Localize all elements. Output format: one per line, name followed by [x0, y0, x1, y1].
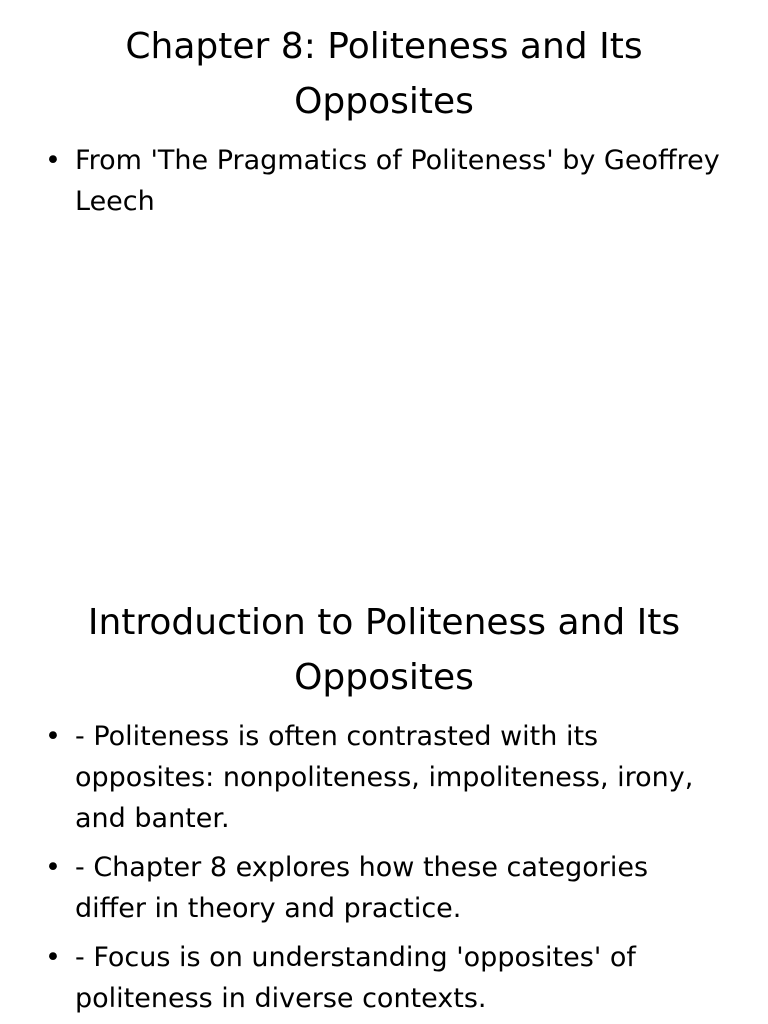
slide-title: Introduction to Politeness and Its Opposites: [87, 602, 681, 698]
bullet-item: [45, 847, 725, 929]
bullet-list: [45, 140, 725, 230]
bullet-dot-icon: •: [45, 942, 61, 973]
bullet-item: [45, 937, 725, 1019]
bullet-text: - Politeness is often contrasted with its opposites: nonpoliteness, impoliteness, irony, and banter.: [75, 721, 694, 834]
bullet-list: [45, 716, 725, 1024]
slide-2: [0, 576, 768, 1024]
bullet-dot-icon: •: [45, 721, 61, 752]
bullet-text: - Chapter 8 explores how these categories differ in theory and practice.: [75, 852, 649, 924]
bullet-item: [45, 716, 725, 839]
bullet-text: From 'The Pragmatics of Politeness' by Geoffrey Leech: [75, 145, 720, 217]
bullet-dot-icon: •: [45, 145, 61, 176]
bullet-text: - Focus is on understanding 'opposites' of politeness in diverse contexts.: [75, 942, 636, 1014]
slide-title: Chapter 8: Politeness and Its Opposites: [125, 26, 643, 122]
bullet-dot-icon: •: [45, 852, 61, 883]
bullet-item: [45, 140, 725, 222]
